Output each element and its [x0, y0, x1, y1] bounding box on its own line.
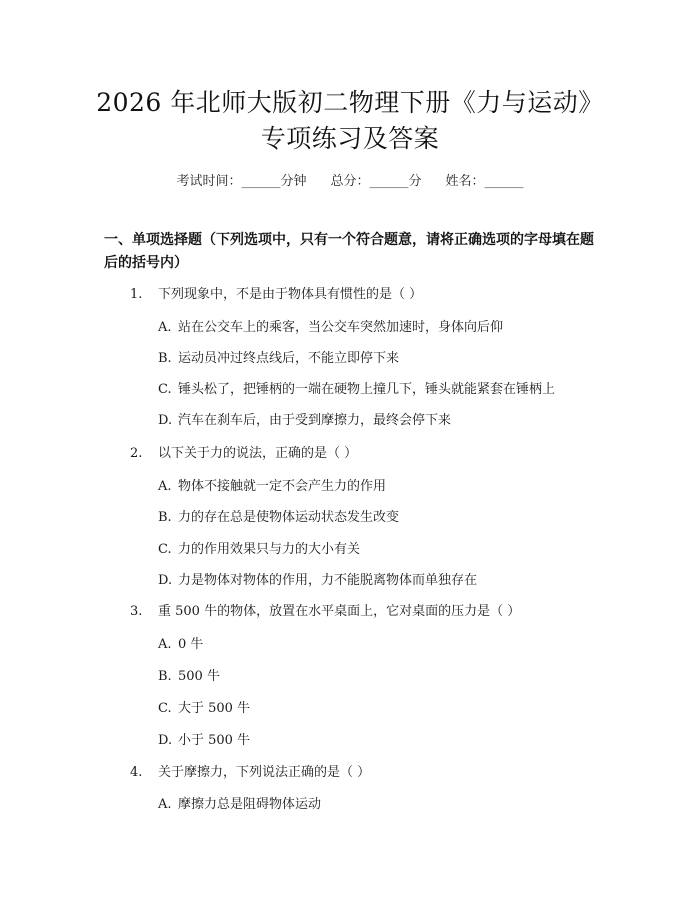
question-3-option-d [158, 729, 250, 748]
option-letter: B. [158, 510, 172, 525]
option-letter: C. [158, 701, 172, 716]
option-text: 小于 500 牛 [178, 733, 251, 748]
option-letter: C. [158, 382, 172, 397]
option-text: 摩擦力总是阻碍物体运动 [178, 797, 322, 812]
option-text: 力是物体对物体的作用，力不能脱离物体而单独存在 [178, 573, 478, 588]
option-letter: A. [158, 637, 172, 652]
option-text: 汽车在刹车后，由于受到摩擦力，最终会停下来 [178, 413, 452, 428]
question-3-option-b [158, 665, 220, 684]
question-1 [130, 283, 422, 302]
total-score-field: 总分：______分 [330, 174, 422, 189]
option-letter: C. [158, 542, 172, 557]
question-text: 重 500 牛的物体，放置在水平桌面上，它对桌面的压力是（ ） [158, 604, 521, 619]
question-number: 4. [130, 765, 143, 780]
question-1-option-c [158, 378, 555, 397]
option-text: 锤头松了，把锤柄的一端在硬物上撞几下，锤头就能紧套在锤柄上 [178, 382, 556, 397]
question-4 [130, 761, 370, 780]
option-letter: D. [158, 413, 173, 428]
option-letter: A. [158, 479, 172, 494]
option-text: 500 牛 [178, 669, 220, 684]
option-letter: D. [158, 733, 173, 748]
question-2 [130, 442, 357, 461]
question-2-option-b [158, 506, 399, 525]
option-letter: A. [158, 797, 172, 812]
option-letter: D. [158, 573, 173, 588]
question-text: 下列现象中，不是由于物体具有惯性的是（ ） [158, 287, 423, 302]
option-text: 0 牛 [178, 637, 204, 652]
document-title-line-1: 2026 年北师大版初二物理下册《力与运动》 [96, 88, 604, 117]
question-4-option-a [158, 793, 321, 812]
question-2-option-c [158, 538, 360, 557]
question-3 [130, 600, 520, 619]
question-3-option-a [158, 633, 203, 652]
question-1-option-d [158, 409, 451, 428]
option-text: 力的存在总是使物体运动状态发生改变 [178, 510, 400, 525]
question-1-option-a [158, 316, 503, 335]
question-number: 3. [130, 604, 143, 619]
exam-time-field: 考试时间：______分钟 [176, 174, 307, 189]
question-2-option-d [158, 569, 477, 588]
question-text: 关于摩擦力，下列说法正确的是（ ） [158, 765, 371, 780]
student-name-field: 姓名：______ [445, 174, 524, 189]
option-letter: A. [158, 320, 172, 335]
question-text: 以下关于力的说法，正确的是（ ） [158, 446, 358, 461]
question-2-option-a [158, 475, 386, 494]
section-heading: 一、单项选择题（下列选项中，只有一个符合题意，请将正确选项的字母填在题后的括号内） [104, 232, 594, 271]
option-text: 物体不接触就一定不会产生力的作用 [178, 479, 387, 494]
option-text: 站在公交车上的乘客，当公交车突然加速时，身体向后仰 [178, 320, 504, 335]
option-text: 力的作用效果只与力的大小有关 [178, 542, 361, 557]
option-text: 大于 500 牛 [178, 701, 251, 716]
question-1-option-b [158, 347, 399, 366]
question-number: 1. [130, 287, 143, 302]
option-text: 运动员冲过终点线后，不能立即停下来 [178, 351, 400, 366]
document-title-line-2: 专项练习及答案 [260, 124, 440, 153]
option-letter: B. [158, 351, 172, 366]
exam-meta-line [0, 170, 700, 189]
question-number: 2. [130, 446, 143, 461]
question-3-option-c [158, 697, 250, 716]
option-letter: B. [158, 669, 172, 684]
